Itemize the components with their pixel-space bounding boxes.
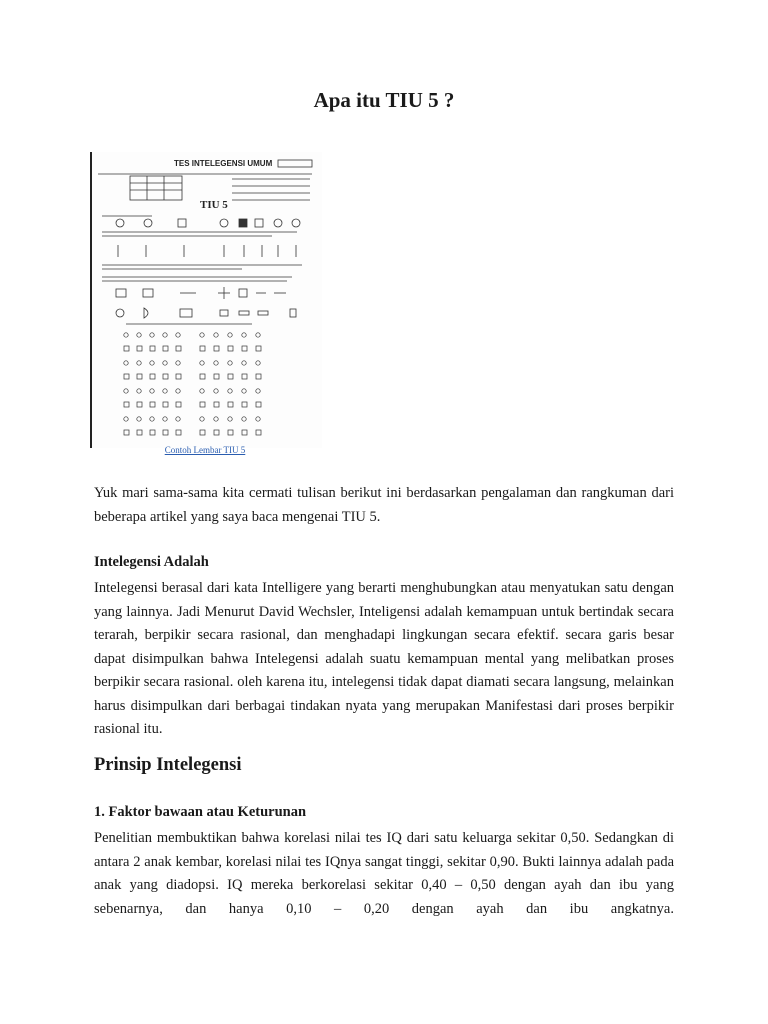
definition-paragraph: Intelegensi berasal dari kata Intelligere yang berarti menghubungkan atau menyatukan satu dengan yang lainnya. Jadi Menurut David Wechsler, Inteligensi adalah kemampuan untuk bertindak secara terarah, berpikir secara rasional, dan menghadapi lingkungan secara efektif. secara garis besar dapat disimpulkan bahwa Intelegensi adalah suatu kemampuan mental yang melibatkan proses berpikir secara rasional. oleh karena itu, intelegensi tidak dapat diamati secara langsung, melainkan harus disimpulkan dari berbagai tindakan nyata yang merupakan Manifestasi dari proses berpikir rasional itu. [94, 580, 674, 737]
intro-paragraph: Yuk mari sama-sama kita cermati tulisan berikut ini berdasarkan pengalaman dan rangkuman dari beberapa artikel yang saya baca mengenai TIU 5. [94, 485, 674, 525]
test-sheet-image [90, 152, 322, 448]
principles-heading: Prinsip Intelegensi [94, 755, 242, 775]
heredity-heading: 1. Faktor bawaan atau Keturunan [94, 804, 307, 820]
sheet-big-label: TIU 5 [200, 199, 228, 211]
definition-heading: Intelegensi Adalah [94, 554, 209, 570]
page-title: Apa itu TIU 5 ? [313, 88, 455, 112]
sheet-header-text: TES INTELEGENSI UMUM [174, 159, 273, 168]
heredity-paragraph: Penelitian membuktikan bahwa korelasi nilai tes IQ dari satu keluarga sekitar 0,50. Sedangkan di antara 2 anak kembar, korelasi nilai tes IQnya sangat tinggi, sekitar 0,90. Bukti lainnya adalah pada anak yang diadopsi. IQ mereka berkorelasi sekitar 0,40 – 0,50 dengan ayah dan ibu yang sebenarnya, dan hanya 0,10 – 0,20 dengan ayah dan ibu angkatnya. [94, 830, 674, 917]
image-caption-link[interactable]: Contoh Lembar TIU 5 [164, 445, 246, 455]
